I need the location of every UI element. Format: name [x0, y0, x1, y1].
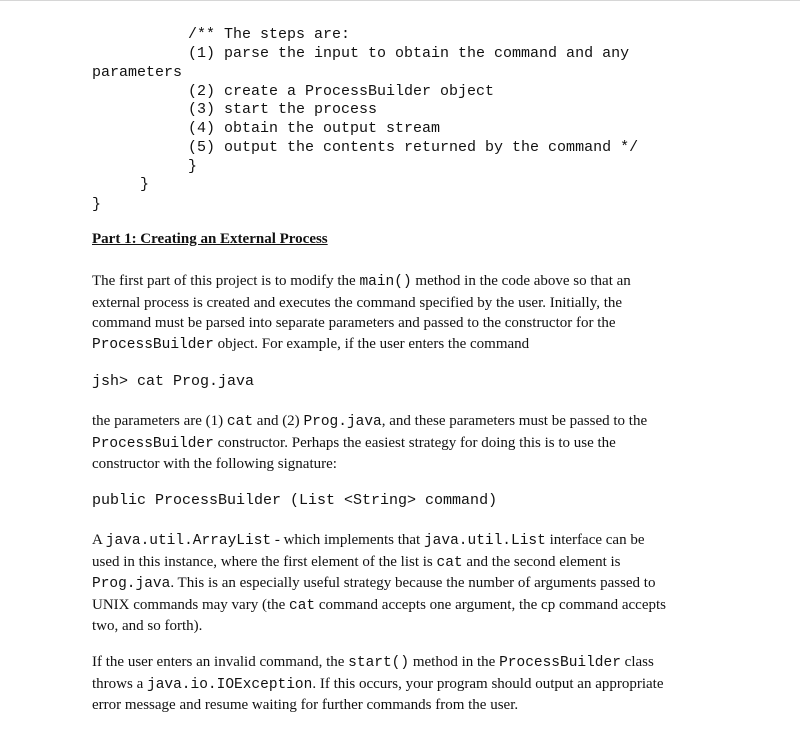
- paragraph-line: throws a java.io.IOException. If this occurs, your program should output an appropriate: [92, 675, 664, 693]
- code-line-step-3: (3) start the process: [188, 101, 378, 118]
- code-line-step-5: (5) output the contents returned by the command */: [188, 139, 639, 156]
- code-line-step-4: (4) obtain the output stream: [188, 120, 441, 137]
- inline-code: Prog.java: [92, 576, 171, 592]
- inline-code: java.io.IOException: [147, 676, 313, 693]
- code-line-step-1-wrap: parameters: [92, 64, 183, 81]
- paragraph-line: error message and resume waiting for further commands from the user.: [92, 697, 519, 713]
- paragraph-line: constructor with the following signature:: [92, 456, 337, 472]
- paragraph-line: A java.util.ArrayList - which implements that java.util.List interface can be: [92, 532, 645, 549]
- code-line-step-2: (2) create a ProcessBuilder object: [188, 83, 495, 100]
- paragraph-line: command must be parsed into separate parameters and passed to the constructor for the: [92, 315, 616, 331]
- paragraph-intro: [92, 271, 722, 355]
- code-example-command: jsh> cat Prog.java: [92, 373, 255, 390]
- paragraph-line: The first part of this project is to modify the main() method in the code above so that an: [92, 273, 631, 290]
- paragraph-invalid-command: [92, 652, 722, 716]
- code-line-step-1: (1) parse the input to obtain the command and any: [188, 45, 630, 62]
- inline-code: ProcessBuilder: [92, 336, 214, 353]
- inline-code: cat: [289, 597, 316, 614]
- code-line-brace-class: }: [92, 196, 102, 213]
- inline-code: cat: [436, 554, 463, 571]
- paragraph-arraylist: [92, 530, 722, 637]
- paragraph-line: Prog.java. This is an especially useful strategy because the number of arguments passed to: [92, 575, 656, 592]
- paragraph-parameters: [92, 411, 722, 475]
- paragraph-line: two, and so forth).: [92, 618, 203, 634]
- code-line-brace-method: }: [140, 176, 150, 193]
- inline-code: cat: [226, 414, 254, 430]
- inline-code: main(): [359, 274, 412, 290]
- inline-code: ProcessBuilder: [92, 435, 214, 452]
- inline-code: ProcessBuilder: [499, 655, 621, 671]
- inline-code: java.util.ArrayList: [105, 533, 272, 549]
- paragraph-line: If the user enters an invalid command, the start() method in the ProcessBuilder class: [92, 654, 654, 671]
- code-line-steps-header: /** The steps are:: [188, 26, 351, 43]
- inline-code: java.util.List: [423, 533, 546, 549]
- inline-code: start(): [348, 655, 410, 671]
- paragraph-line: used in this instance, where the first element of the list is cat and the second element is: [92, 553, 621, 571]
- paragraph-line: the parameters are (1) cat and (2) Prog.java, and these parameters must be passed to the: [92, 413, 648, 430]
- code-line-brace-inner: }: [188, 158, 198, 175]
- page-top-border: [0, 0, 800, 1]
- paragraph-line: external process is created and executes the command specified by the user. Initially, the: [92, 294, 623, 311]
- inline-code: Prog.java: [303, 414, 382, 430]
- paragraph-line: ProcessBuilder object. For example, if the user enters the command: [92, 335, 530, 353]
- section-heading: Part 1: Creating an External Process: [92, 231, 328, 247]
- paragraph-line: UNIX commands may vary (the cat command accepts one argument, the cp command accepts: [92, 596, 666, 614]
- code-example-signature: public ProcessBuilder (List <String> command): [92, 492, 498, 509]
- paragraph-line: ProcessBuilder constructor. Perhaps the easiest strategy for doing this is to use the: [92, 434, 616, 452]
